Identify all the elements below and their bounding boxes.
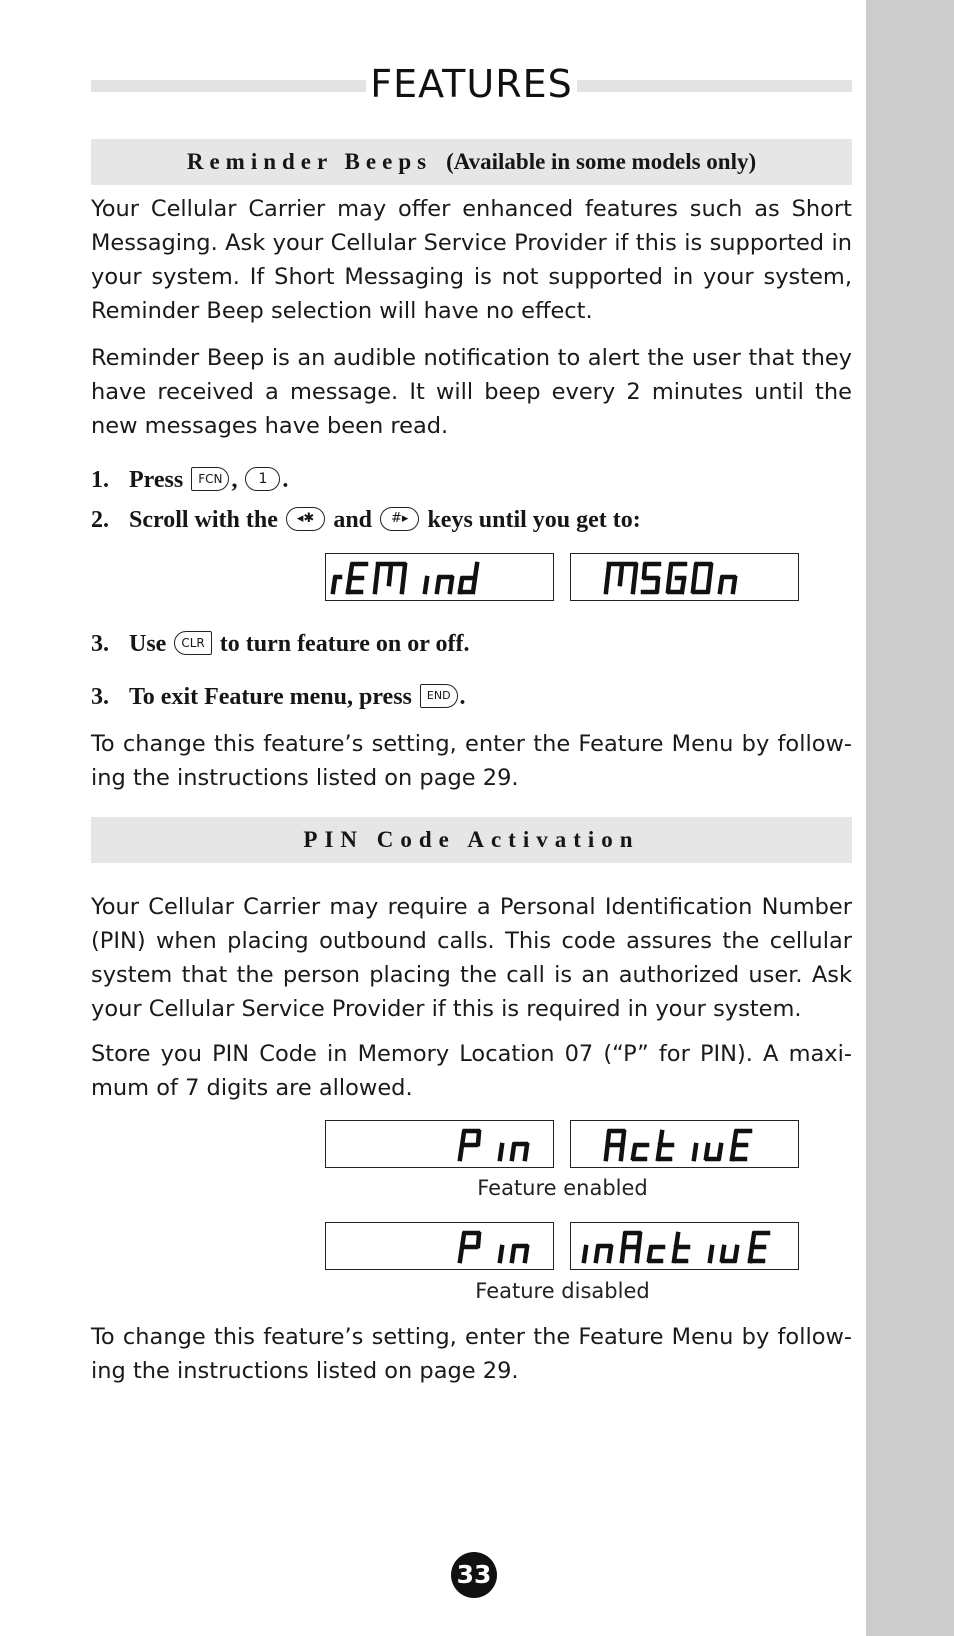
step-number: 2. (91, 507, 109, 533)
step-text: Scroll with the (129, 507, 278, 533)
lcd-segment-text (571, 1223, 798, 1269)
reminder-heading-note: (Available in some models only) (446, 149, 757, 174)
step-text: Use (129, 631, 167, 657)
step-number: 3. (91, 631, 109, 657)
pin-paragraph-1: Your Cellular Carrier may require a Personal Identification Number (PIN) when placing outbound calls. This code assures the cellular system that the person placing the call is an authorized user. Ask your Cellular Service Provider if this is required in your system. (91, 894, 852, 1022)
clr-key-icon: CLR (174, 631, 211, 655)
reminder-heading-text: Reminder Beeps (186, 149, 433, 174)
lcd-left-panel (325, 1120, 554, 1168)
page-header (91, 60, 852, 106)
caption-feature-enabled: Feature enabled (477, 1176, 648, 1200)
hash-key-icon: #▸ (380, 507, 419, 531)
step-number: 3. (91, 684, 109, 710)
lcd-segment-text (571, 554, 798, 600)
one-key-icon: 1 (245, 467, 280, 491)
reminder-paragraph-1: Your Cellular Carrier may offer enhanced features such as Short Messaging. Ask your Cellular Service Provider if this is supported in your system. If Short Messaging is not supported in your system, Reminder Beep selection will have no effect. (91, 196, 852, 324)
pin-code-heading (91, 817, 852, 863)
reminder-paragraph-3: To change this feature’s setting, enter the Feature Menu by following the instructions listed on page 29. (91, 731, 852, 791)
step-1 (91, 463, 852, 497)
lcd-segment-text (326, 554, 553, 600)
step-2 (91, 503, 852, 537)
pin-paragraph-3: To change this feature’s setting, enter the Feature Menu by following the instructions listed on page 29. (91, 1324, 852, 1384)
step-text: and (333, 507, 373, 533)
lcd-left-panel (325, 1222, 554, 1270)
step-period: . (282, 467, 289, 493)
lcd-right-panel (570, 1120, 799, 1168)
lcd-left-panel (325, 553, 554, 601)
step-period: . (459, 684, 466, 710)
lcd-segment-text (571, 1121, 798, 1167)
lcd-display-reminder (325, 553, 800, 601)
lcd-right-panel (570, 553, 799, 601)
reminder-beeps-heading (91, 139, 852, 185)
page-title: FEATURES (366, 62, 576, 106)
side-margin-bar (866, 0, 954, 1636)
lcd-display-pin-disabled (325, 1222, 800, 1270)
page-number: 33 (451, 1552, 497, 1598)
step-4 (91, 680, 852, 714)
step-text: To exit Feature menu, press (129, 684, 412, 710)
pin-heading-text: PIN Code Activation (303, 827, 640, 852)
lcd-segment-text (326, 1223, 553, 1269)
end-key-icon: END (420, 684, 458, 708)
star-key-icon: ◂✱ (286, 507, 325, 531)
step-3 (91, 627, 852, 661)
lcd-segment-text (326, 1121, 553, 1167)
lcd-display-pin-enabled (325, 1120, 800, 1168)
step-text: to turn feature on or off. (219, 631, 470, 657)
lcd-right-panel (570, 1222, 799, 1270)
caption-feature-disabled: Feature disabled (475, 1279, 650, 1303)
step-text: keys until you get to: (427, 507, 641, 533)
step-comma: , (231, 467, 238, 493)
pin-paragraph-2: Store you PIN Code in Memory Location 07 (“P” for PIN). A maximum of 7 digits are allowed. (91, 1041, 852, 1101)
step-text: Press (129, 467, 184, 493)
reminder-paragraph-2: Reminder Beep is an audible notification to alert the user that they have received a message. It will beep every 2 minutes until the new messages have been read. (91, 345, 852, 439)
step-number: 1. (91, 467, 109, 493)
fcn-key-icon: FCN (191, 467, 229, 491)
